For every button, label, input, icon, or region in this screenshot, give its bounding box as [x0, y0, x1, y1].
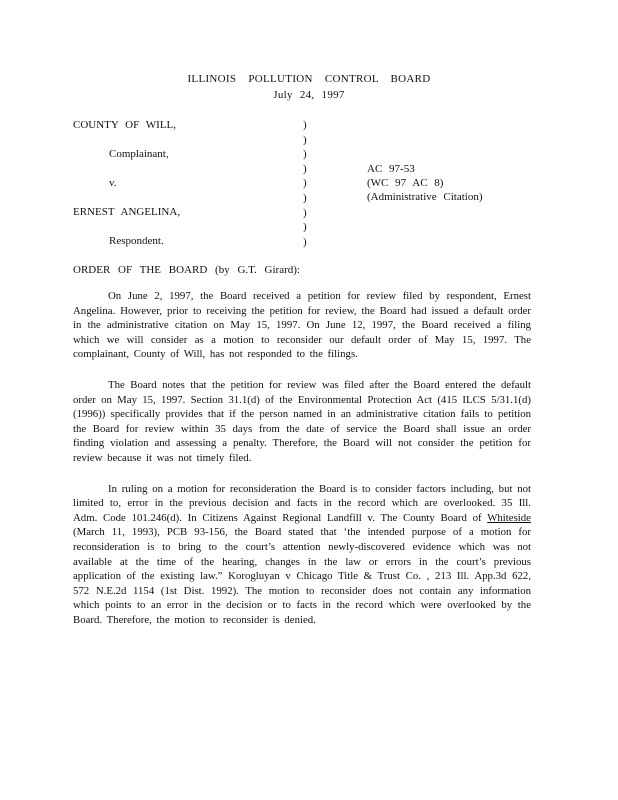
paragraph-3-part-a: In ruling on a motion for reconsideration the Board is to consider factors including, but not limited to, error in the previous decision and facts in the record which are overlooked. 35 Ill. Adm. Code 101.246(d). In Citizens Against Regional Landfill v. The County Board of — [73, 482, 531, 524]
paren: ) — [303, 191, 307, 204]
order-body — [73, 289, 531, 643]
case-number: AC 97-53 — [367, 163, 415, 175]
paren: ) — [303, 235, 307, 248]
paragraph-3 — [73, 482, 531, 628]
paren: ) — [303, 148, 307, 161]
respondent-role: Respondent. — [109, 235, 164, 247]
versus-label: v. — [109, 177, 117, 189]
paren: ) — [303, 177, 307, 190]
paren: ) — [303, 206, 307, 219]
paragraph-3-part-b: (March 11, 1993), PCB 93-156, the Board stated that ‘the intended purpose of a motion for reconsideration is to bring to the court’s attention newly-discovered evidence which was not available at the time of the hearing, changes in the law or errors in the court’s previous application of the existing law.” Korogluyan v Chicago Title & Trust Co. , 213 Ill. App.3d 622, 572 N.E.2d 1154 (1st Dist. 1992). The motion to reconsider does not contain any information which points to an error in the decision or to facts in the record which were overlooked by the Board. Therefore, the motion to reconsider is denied. — [73, 526, 531, 626]
agency-title: ILLINOIS POLLUTION CONTROL BOARD — [187, 73, 431, 85]
paren: ) — [303, 221, 307, 234]
paren: ) — [303, 119, 307, 131]
paragraph-2: The Board notes that the petition for review was filed after the Board entered the default order on May 15, 1997. Section 31.1(d) of the Environmental Protection Act (415 ILCS 5/31.1(d) (1996)) specifically provides that if the person named in an administrative citation fails to petition the Board for review within 35 days from the date of service the Board shall issue an order finding violation and assessing a penalty. Therefore, the Board will not consider the petition for review because it was not timely filed. — [73, 378, 531, 464]
complainant-name: COUNTY OF WILL, — [73, 119, 177, 131]
paren: ) — [303, 162, 307, 175]
case-name-underlined: Whiteside — [487, 511, 531, 524]
paren: ) — [303, 133, 307, 146]
caption-parentheses — [303, 118, 307, 249]
case-sub-number: (WC 97 AC 8) — [367, 177, 444, 189]
order-heading: ORDER OF THE BOARD (by G.T. Girard): — [73, 264, 300, 276]
respondent-name: ERNEST ANGELINA, — [73, 206, 181, 218]
paragraph-1: On June 2, 1997, the Board received a petition for review filed by respondent, Ernest Angelina. However, prior to receiving the petition for review, the Board had issued a default order in the administrative citation on May 15, 1997. On June 12, 1997, the Board received a filing which we will consider as a motion to reconsider our default order of May 15, 1997. The complainant, County of Will, has not responded to the filings. — [73, 290, 531, 361]
complainant-role: Complainant, — [109, 148, 169, 160]
order-date: July 24, 1997 — [273, 89, 345, 101]
case-type: (Administrative Citation) — [367, 191, 483, 203]
